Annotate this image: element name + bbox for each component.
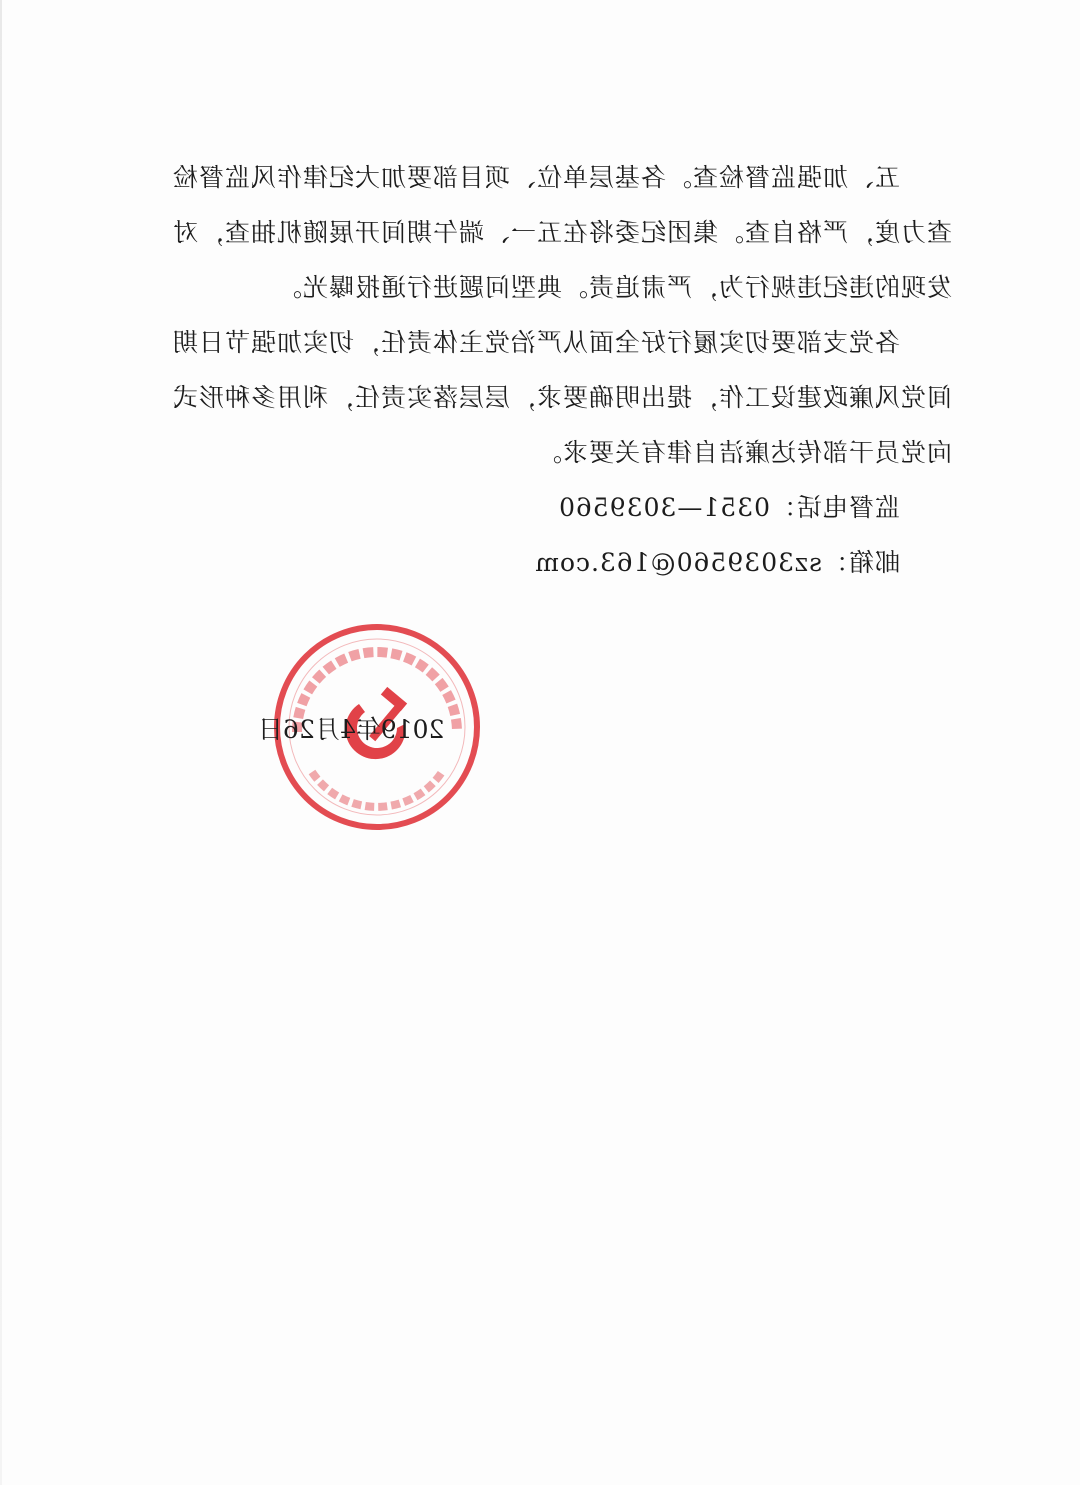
supervision-email: 邮箱：sz3039560@163.com: [534, 548, 900, 577]
paragraph-line-5: 间党风廉政建设工作，提出明确要求，层层落实责任，利用多种形式: [171, 383, 952, 412]
paragraph-line-3: 发现的违纪违规行为，严肃追责。典型问题进行通报曝光。: [275, 273, 952, 302]
document-date: 2019年4月26日: [258, 715, 445, 744]
paragraph-line-1: 五、加强监督检查。各基层单位、项目部要加大纪律作风监督检: [171, 163, 900, 192]
paragraph-line-6: 向党员干部传达廉洁自律有关要求。: [535, 438, 952, 467]
paragraph-line-2: 查力度，严格自查。集团纪委将在五一、端午期间开展随机抽查，对: [171, 218, 952, 247]
supervision-phone: 监督电话：0351—3039560: [558, 493, 900, 522]
paragraph-line-4: 各党支部要切实履行好全面从严治党主体责任，切实加强节日期: [171, 328, 900, 357]
